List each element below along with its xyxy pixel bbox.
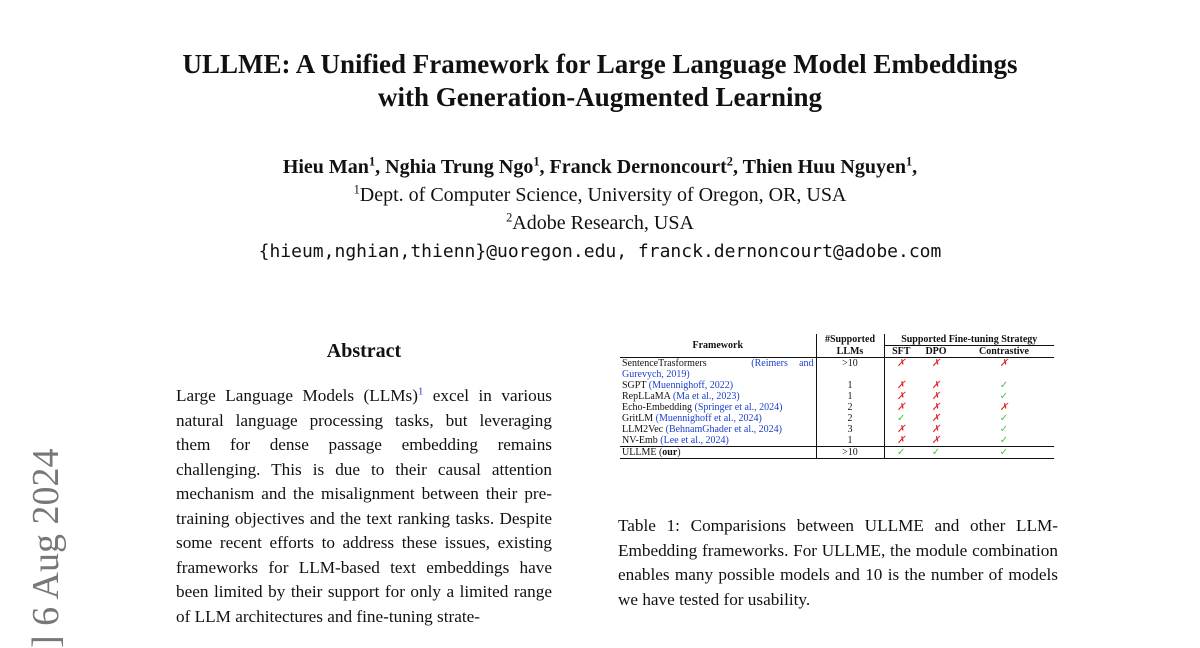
affiliation-text: Adobe Research, USA: [512, 212, 694, 234]
author-name: Franck Dernoncourt: [549, 156, 727, 178]
framework-cell: [620, 358, 816, 381]
citation-link[interactable]: (Muennighoff et al., 2024): [655, 413, 762, 424]
dpo-mark: ✗: [918, 358, 954, 381]
llm-count: 1: [816, 380, 884, 391]
citation-link[interactable]: (Springer et al., 2024): [694, 402, 783, 413]
table-row: [620, 358, 1054, 381]
citation-link[interactable]: (BehnamGhader et al., 2024): [665, 424, 782, 435]
dpo-mark: ✗: [931, 402, 941, 413]
dpo-mark: ✗: [931, 391, 941, 402]
citation-link[interactable]: (Reimers and Gurevych, 2019): [622, 358, 814, 380]
sft-mark: ✗: [897, 424, 906, 435]
table-caption: Table 1: Comparisions between ULLME and other LLM-Embedding frameworks. For ULLME, the module combination enables many possible models and 10 is the number of models we have tested for usability.: [618, 516, 1058, 609]
header-dpo: DPO: [925, 346, 947, 357]
contrastive-mark: ✓: [999, 380, 1009, 391]
llm-count: >10: [816, 447, 884, 459]
abstract-text: [176, 384, 552, 629]
llm-count: 1: [816, 391, 884, 402]
citation-link[interactable]: (Lee et al., 2024): [660, 435, 729, 446]
framework-cell: [620, 413, 816, 424]
contrastive-mark: ✓: [999, 391, 1009, 402]
affiliation-mark: 2: [506, 210, 513, 225]
sft-mark: ✓: [897, 413, 906, 424]
framework-cell: [620, 424, 816, 435]
framework-cell: [620, 380, 816, 391]
author-emails: {hieum,nghian,thienn}@uoregon.edu, franck.dernoncourt@adobe.com: [258, 241, 942, 262]
ours-tag: our: [662, 447, 678, 458]
framework-name: SentenceTrasformers: [622, 358, 707, 369]
framework-name: GritLM: [622, 413, 654, 424]
header-framework: Framework: [620, 334, 816, 358]
table-row: [620, 424, 1054, 435]
abstract-heading: Abstract: [326, 340, 402, 362]
contrastive-mark: ✓: [999, 413, 1009, 424]
table-row-ours: [620, 447, 1054, 459]
author-name: Thien Huu Nguyen: [742, 156, 906, 178]
author-aff-mark: 1: [905, 154, 913, 169]
dpo-mark: ✗: [931, 380, 941, 391]
header-contrastive: Contrastive: [979, 346, 1029, 357]
sft-mark: ✓: [884, 447, 918, 459]
llm-count: 1: [816, 435, 884, 447]
framework-name: SGPT: [622, 380, 647, 391]
table-row: [620, 413, 1054, 424]
contrastive-mark: ✗: [999, 402, 1009, 413]
sft-mark: ✗: [897, 402, 906, 413]
affiliation-text: Dept. of Computer Science, University of Oregon, OR, USA: [359, 184, 847, 206]
contrastive-mark: ✓: [954, 447, 1054, 459]
sft-mark: ✗: [884, 358, 918, 381]
paper-title: [100, 48, 1100, 114]
author-aff-mark: 1: [368, 154, 376, 169]
framework-name: LLM2Vec: [622, 424, 664, 435]
abstract-text-start: Large Language Models (LLMs): [176, 386, 418, 405]
framework-cell: [620, 435, 816, 447]
llm-count: 2: [816, 402, 884, 413]
header-sft: SFT: [892, 346, 911, 357]
title-line-2: with Generation-Augmented Learning: [378, 82, 822, 112]
abstract-text-rest: excel in various natural language processing tasks, but leveraging them for dense passage embedding remains challenging. This is due to their causal attention mechanism and the misalignment between their pre-training objectives and the text ranking tasks. Despite some recent efforts to address these issues, existing frameworks for LLM-based text embeddings have been limited by their support for only a limited range of LLM architectures and fine-tuning strate-: [176, 386, 552, 626]
framework-name: NV-Emb: [622, 435, 658, 446]
title-line-1: ULLME: A Unified Framework for Large Language Model Embeddings: [182, 49, 1018, 79]
dpo-mark: ✗: [931, 424, 941, 435]
citation-link[interactable]: (Ma et al., 2023): [672, 391, 740, 402]
affiliation-2: [100, 210, 1100, 236]
framework-cell: [620, 391, 816, 402]
llm-count: >10: [816, 358, 884, 381]
author-aff-mark: 1: [533, 154, 540, 169]
citation-link[interactable]: (Muennighoff, 2022): [648, 380, 734, 391]
framework-name: RepLLaMA: [622, 391, 671, 402]
llm-count: 3: [816, 424, 884, 435]
dpo-mark: ✗: [931, 435, 941, 446]
author-aff-mark: 2: [726, 154, 733, 169]
sft-mark: ✗: [897, 391, 906, 402]
sft-mark: ✗: [897, 380, 906, 391]
contrastive-mark: ✓: [999, 424, 1009, 435]
header-llms: LLMs: [816, 346, 884, 358]
table-row: [620, 435, 1054, 447]
framework-cell: [620, 402, 816, 413]
author-list: Hieu Man$^1$, Nghia Trung Ngo$^1$, Franck Dernoncourt$^2$, Thien Huu Nguyen$^1$,: [282, 154, 918, 178]
author-name: Nghia Trung Ngo: [385, 156, 534, 178]
contrastive-mark: ✗: [954, 358, 1054, 381]
header-supported: #Supported: [816, 334, 884, 346]
comparison-table: [620, 334, 1054, 459]
table-row: [620, 402, 1054, 413]
footnote-link[interactable]: 1: [417, 386, 424, 398]
dpo-mark: ✓: [918, 447, 954, 459]
author-name: Hieu Man: [282, 156, 369, 178]
framework-cell: ULLME (our): [620, 447, 816, 459]
table-row: [620, 391, 1054, 402]
dpo-mark: ✗: [931, 413, 941, 424]
table-row: [620, 380, 1054, 391]
affiliation-1: [100, 182, 1100, 208]
contrastive-mark: ✓: [999, 435, 1009, 446]
affiliation-mark: 1: [353, 182, 360, 197]
framework-name: ULLME: [622, 447, 657, 458]
framework-name: Echo-Embedding: [622, 402, 692, 413]
arxiv-side-stamp: ] 6 Aug 2024: [25, 448, 67, 648]
sft-mark: ✗: [897, 435, 906, 446]
llm-count: 2: [816, 413, 884, 424]
header-strategy: Supported Fine-tuning Strategy: [884, 334, 1054, 346]
